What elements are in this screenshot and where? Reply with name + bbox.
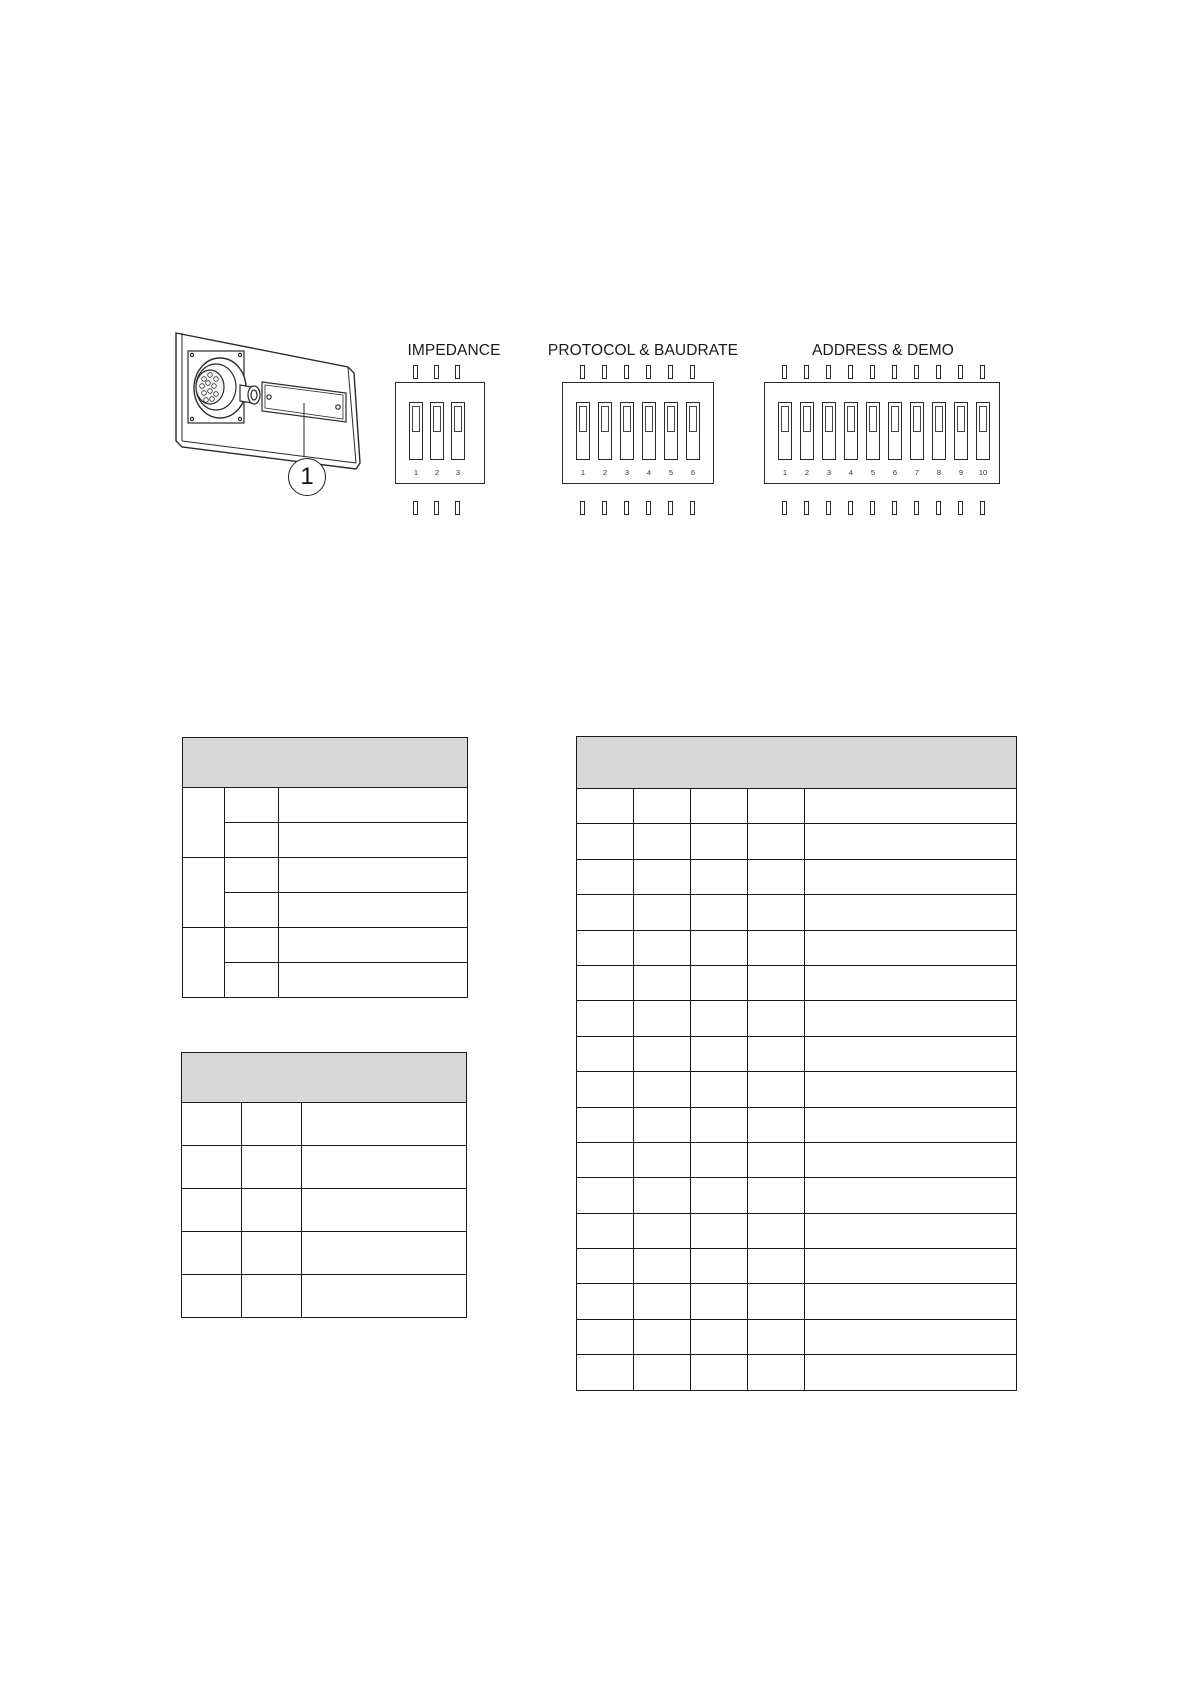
switch-knob: [847, 406, 855, 432]
dip-switch-toggle: [954, 362, 968, 518]
table-cell: [691, 859, 748, 894]
table-cell: [634, 895, 691, 930]
switch-pin: [646, 501, 651, 515]
table-cell: [748, 930, 805, 965]
table-cell: [805, 1036, 1017, 1071]
table-cell: [182, 1275, 242, 1318]
table-cell: [302, 1275, 467, 1318]
switch-pin: [434, 501, 439, 515]
table-cell: [225, 858, 279, 893]
table-cell: [748, 895, 805, 930]
table-cell: [691, 1107, 748, 1142]
switch-knob: [454, 406, 462, 432]
table-cell: [805, 930, 1017, 965]
callout-number: 1: [300, 463, 314, 490]
table-cell: [577, 1319, 634, 1354]
dip-switch-toggle: [598, 362, 612, 518]
switch-pin: [914, 501, 919, 515]
table-cell: [805, 1213, 1017, 1248]
table-cell: [634, 1001, 691, 1036]
switch-pin: [602, 501, 607, 515]
table-cell: [577, 1178, 634, 1213]
switch-knob: [433, 406, 441, 432]
table-cell: [302, 1103, 467, 1146]
switch-pin: [782, 501, 787, 515]
table-row: [182, 1103, 467, 1146]
table-row: [577, 930, 1017, 965]
table-cell: [748, 1036, 805, 1071]
switch-number: 5: [870, 468, 876, 477]
table-cell: [805, 859, 1017, 894]
table-cell: [577, 1142, 634, 1177]
table-cell: [691, 930, 748, 965]
table-cell: [634, 789, 691, 824]
table-cell: [634, 1284, 691, 1319]
table-cell: [748, 1178, 805, 1213]
switch-number: 4: [646, 468, 652, 477]
switch-number: 5: [668, 468, 674, 477]
address-settings-table: [576, 736, 1017, 1391]
switch-pin: [958, 365, 963, 379]
table-cell: [577, 930, 634, 965]
table-cell: [748, 1355, 805, 1390]
table-row: [577, 1178, 1017, 1213]
switch-knob: [869, 406, 877, 432]
group-cell: [183, 858, 225, 928]
table-header: [183, 738, 468, 788]
switch-knob: [825, 406, 833, 432]
table-cell: [691, 1001, 748, 1036]
table-row: [182, 1189, 467, 1232]
table-cell: [691, 1072, 748, 1107]
dip-switch-protocol-baudrate: [562, 362, 714, 518]
table-cell: [279, 928, 468, 963]
switch-knob: [891, 406, 899, 432]
switch-pin: [624, 365, 629, 379]
dip-switch-toggle: [620, 362, 634, 518]
table-cell: [634, 1107, 691, 1142]
table-cell: [748, 1107, 805, 1142]
table-cell: [691, 1355, 748, 1390]
protocol-table-body: [182, 1103, 467, 1318]
table-cell: [805, 1072, 1017, 1107]
switch-pin: [848, 501, 853, 515]
cable-gland: [240, 385, 260, 404]
switch-number: 8: [936, 468, 942, 477]
switch-number: 2: [602, 468, 608, 477]
switch-pin: [602, 365, 607, 379]
table-cell: [805, 789, 1017, 824]
table-cell: [577, 1072, 634, 1107]
switch-knob: [645, 406, 653, 432]
switch-pin: [870, 501, 875, 515]
table-cell: [279, 823, 468, 858]
table-row: [577, 895, 1017, 930]
switch-pin: [413, 365, 418, 379]
table-cell: [302, 1189, 467, 1232]
table-cell: [634, 1319, 691, 1354]
dip-switch-toggle: [910, 362, 924, 518]
table-cell: [182, 1146, 242, 1189]
table-cell: [691, 824, 748, 859]
table-cell: [242, 1146, 302, 1189]
table-cell: [634, 1355, 691, 1390]
switch-number: 6: [892, 468, 898, 477]
table-cell: [691, 965, 748, 1000]
table-cell: [691, 1249, 748, 1284]
switch-pin: [914, 365, 919, 379]
table-cell: [748, 1142, 805, 1177]
table-cell: [225, 788, 279, 823]
dip-switch-toggle: [866, 362, 880, 518]
table-row: [182, 1232, 467, 1275]
switch-pin: [782, 365, 787, 379]
table-row: [577, 1249, 1017, 1284]
table-row: [577, 965, 1017, 1000]
table-cell: [577, 1107, 634, 1142]
table-cell: [634, 859, 691, 894]
table-header: [182, 1053, 467, 1103]
table-row: [577, 1284, 1017, 1319]
address-table-body: [577, 789, 1017, 1391]
table-cell: [577, 895, 634, 930]
switch-pin: [580, 365, 585, 379]
switch-knob: [781, 406, 789, 432]
dip-switch-toggle: [800, 362, 814, 518]
switch-knob: [913, 406, 921, 432]
switch-number: 3: [826, 468, 832, 477]
table-row: [577, 1036, 1017, 1071]
table-cell: [634, 1178, 691, 1213]
table-cell: [182, 1189, 242, 1232]
table-cell: [225, 928, 279, 963]
switch-pin: [870, 365, 875, 379]
table-cell: [225, 823, 279, 858]
table-cell: [748, 1284, 805, 1319]
switch-number: 10: [978, 468, 988, 477]
dip-switch-toggle: [844, 362, 858, 518]
switch-pin: [848, 365, 853, 379]
table-cell: [279, 858, 468, 893]
table-cell: [691, 1284, 748, 1319]
switch-number: 2: [804, 468, 810, 477]
switch-knob: [957, 406, 965, 432]
switch-pin: [690, 365, 695, 379]
switch-pin: [646, 365, 651, 379]
table-cell: [182, 1103, 242, 1146]
switch-pin: [826, 501, 831, 515]
table-cell: [634, 930, 691, 965]
table-cell: [242, 1275, 302, 1318]
switch-pin: [804, 501, 809, 515]
connector-plate-drawing: [170, 325, 380, 505]
switch-number: 2: [434, 468, 440, 477]
table-cell: [748, 1319, 805, 1354]
switch-number: 1: [782, 468, 788, 477]
table-cell: [691, 1036, 748, 1071]
switch-knob: [935, 406, 943, 432]
table-cell: [691, 789, 748, 824]
table-row: [577, 824, 1017, 859]
table-row: [577, 1355, 1017, 1390]
table-cell: [242, 1232, 302, 1275]
table-cell: [691, 1213, 748, 1248]
table-row: [577, 789, 1017, 824]
protocol-baudrate-title: PROTOCOL & BAUDRATE: [547, 342, 739, 359]
table-cell: [302, 1232, 467, 1275]
dip-switch-toggle: [642, 362, 656, 518]
switch-number: 1: [580, 468, 586, 477]
table-cell: [302, 1146, 467, 1189]
switch-pin: [980, 501, 985, 515]
table-row: [182, 1146, 467, 1189]
table-row: [182, 1275, 467, 1318]
table-cell: [748, 824, 805, 859]
table-cell: [805, 1001, 1017, 1036]
switch-number: 9: [958, 468, 964, 477]
table-cell: [691, 895, 748, 930]
table-cell: [748, 1001, 805, 1036]
table-cell: [805, 1178, 1017, 1213]
switch-pin: [668, 501, 673, 515]
table-cell: [805, 1107, 1017, 1142]
table-cell: [634, 1072, 691, 1107]
table-cell: [634, 1036, 691, 1071]
impedance-title: IMPEDANCE: [407, 342, 501, 359]
table-cell: [577, 789, 634, 824]
table-row: [577, 859, 1017, 894]
dip-switch-address-demo: [764, 362, 1000, 518]
switch-pin: [455, 365, 460, 379]
impedance-settings-table: [182, 737, 468, 998]
table-row: [577, 1107, 1017, 1142]
table-cell: [225, 963, 279, 998]
table-cell: [577, 1001, 634, 1036]
switch-knob: [623, 406, 631, 432]
switch-number: 4: [848, 468, 854, 477]
switch-pin: [434, 365, 439, 379]
switch-pin: [690, 501, 695, 515]
switch-pin: [804, 365, 809, 379]
table-row: [577, 1319, 1017, 1354]
dip-switch-toggle: [888, 362, 902, 518]
table-cell: [805, 1249, 1017, 1284]
table-header: [577, 737, 1017, 789]
switch-knob: [689, 406, 697, 432]
callout-balloon: [288, 458, 326, 496]
dip-switch-toggle: [686, 362, 700, 518]
switch-pin: [936, 501, 941, 515]
table-cell: [577, 965, 634, 1000]
table-cell: [748, 859, 805, 894]
table-cell: [577, 1036, 634, 1071]
table-cell: [634, 965, 691, 1000]
table-cell: [805, 895, 1017, 930]
dip-switch-toggle: [932, 362, 946, 518]
table-cell: [577, 859, 634, 894]
table-row: [577, 1142, 1017, 1177]
table-cell: [805, 824, 1017, 859]
table-cell: [634, 824, 691, 859]
table-cell: [748, 1249, 805, 1284]
switch-pin: [413, 501, 418, 515]
table-cell: [691, 1142, 748, 1177]
table-cell: [634, 1142, 691, 1177]
table-cell: [634, 1213, 691, 1248]
switch-number: 3: [455, 468, 461, 477]
table-row: [577, 1001, 1017, 1036]
table-cell: [805, 1319, 1017, 1354]
switch-pin: [580, 501, 585, 515]
switch-number: 3: [624, 468, 630, 477]
table-cell: [748, 1072, 805, 1107]
dip-switch-toggle: [822, 362, 836, 518]
switch-number: 1: [413, 468, 419, 477]
dip-switch-impedance: [395, 362, 485, 518]
switch-pin: [455, 501, 460, 515]
table-cell: [242, 1189, 302, 1232]
table-cell: [805, 1284, 1017, 1319]
table-cell: [279, 893, 468, 928]
switch-pin: [980, 365, 985, 379]
switch-knob: [667, 406, 675, 432]
table-row: [577, 1072, 1017, 1107]
table-cell: [691, 1319, 748, 1354]
table-cell: [805, 1355, 1017, 1390]
table-cell: [634, 1249, 691, 1284]
dip-switch-toggle: [976, 362, 990, 518]
table-cell: [242, 1103, 302, 1146]
dip-switch-toggle: [664, 362, 678, 518]
circular-connector: [188, 351, 246, 423]
switch-pin: [892, 365, 897, 379]
switch-knob: [979, 406, 987, 432]
table-cell: [577, 1284, 634, 1319]
switch-pin: [936, 365, 941, 379]
table-cell: [805, 1142, 1017, 1177]
switch-knob: [601, 406, 609, 432]
group-cell: [183, 788, 225, 858]
table-cell: [577, 1355, 634, 1390]
table-cell: [225, 893, 279, 928]
switch-knob: [412, 406, 420, 432]
table-cell: [748, 1213, 805, 1248]
table-cell: [748, 789, 805, 824]
table-cell: [577, 824, 634, 859]
table-cell: [577, 1249, 634, 1284]
table-cell: [279, 788, 468, 823]
table-cell: [805, 965, 1017, 1000]
switch-pin: [958, 501, 963, 515]
switch-pin: [624, 501, 629, 515]
address-demo-title: ADDRESS & DEMO: [812, 342, 954, 359]
protocol-settings-table: [181, 1052, 467, 1318]
table-cell: [182, 1232, 242, 1275]
switch-number: 7: [914, 468, 920, 477]
switch-pin: [892, 501, 897, 515]
dip-switch-toggle: [576, 362, 590, 518]
dip-switch-toggle: [451, 362, 465, 518]
table-cell: [279, 963, 468, 998]
dip-switch-toggle: [778, 362, 792, 518]
table-cell: [691, 1178, 748, 1213]
dip-switch-toggle: [430, 362, 444, 518]
switch-knob: [579, 406, 587, 432]
switch-knob: [803, 406, 811, 432]
switch-pin: [668, 365, 673, 379]
table-cell: [577, 1213, 634, 1248]
dip-switch-toggle: [409, 362, 423, 518]
switch-pin: [826, 365, 831, 379]
switch-number: 6: [690, 468, 696, 477]
group-cell: [183, 928, 225, 998]
table-row: [577, 1213, 1017, 1248]
table-cell: [748, 965, 805, 1000]
